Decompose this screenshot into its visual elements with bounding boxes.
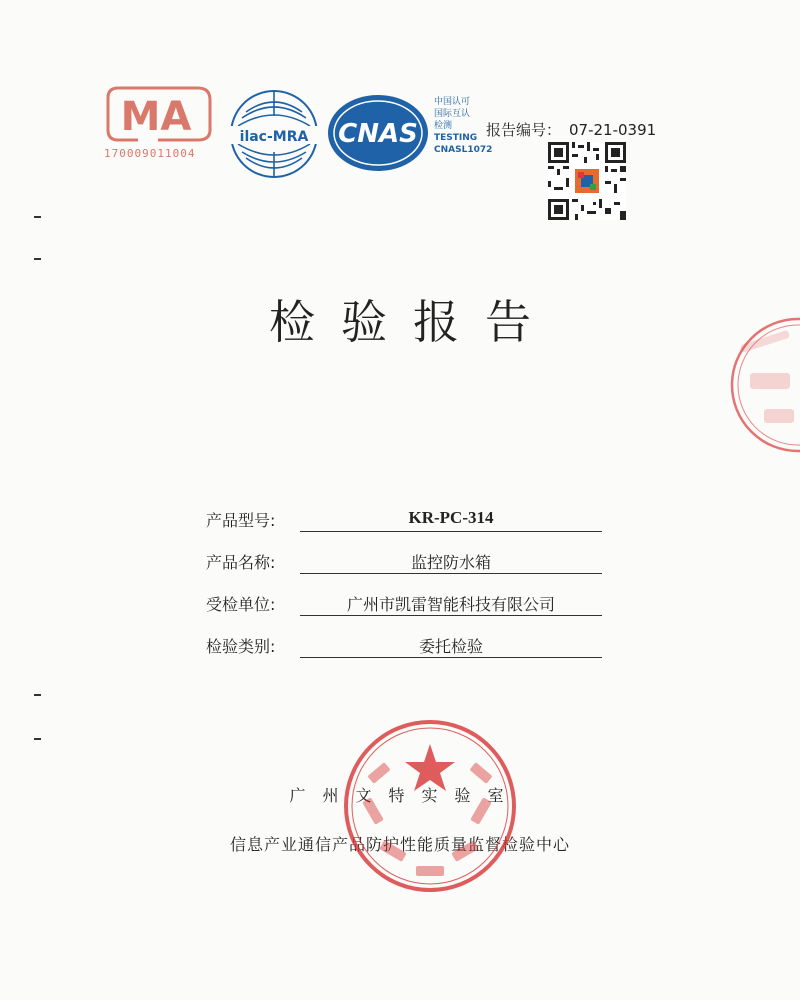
field-label: 检验类别:: [206, 637, 276, 656]
field-product-model: [206, 498, 606, 540]
field-product-name: [206, 540, 606, 582]
edge-seal-stamp: [706, 315, 800, 455]
margin-mark: [34, 738, 41, 740]
field-label: 受检单位:: [206, 595, 276, 614]
ilac-mra-logo: [228, 88, 320, 180]
margin-mark: [34, 216, 41, 218]
report-fields: [206, 498, 606, 666]
ilac-logo-text: ilac-MRA: [239, 129, 309, 145]
page-title: 检验报告: [269, 295, 557, 349]
cnas-side-cn-2: 国际互认: [434, 109, 471, 119]
field-inspection-type: [206, 624, 606, 666]
report-number-value: 07-21-0391: [569, 121, 657, 139]
issuer-center: 信息产业通信产品防护性能质量监督检验中心: [229, 835, 570, 854]
cnas-logo-text: CNAS: [338, 119, 418, 149]
field-label: 产品名称:: [206, 553, 276, 572]
cma-number: 170009011004: [104, 147, 196, 160]
field-underline: [300, 615, 602, 616]
field-underline: [300, 657, 602, 658]
cnas-side-cn-1: 中国认可: [434, 97, 471, 107]
field-underline: [300, 531, 602, 532]
field-label: 产品型号:: [206, 511, 276, 530]
field-value: 委托检验: [418, 637, 483, 656]
official-seal-stamp: [340, 716, 520, 896]
cma-logo-text: MA: [120, 94, 192, 140]
qr-code[interactable]: [548, 142, 626, 220]
field-inspected-unit: [206, 582, 606, 624]
field-value: 广州市凯雷智能科技有限公司: [346, 595, 555, 614]
field-value: 监控防水箱: [410, 553, 491, 572]
report-number-label: 报告编号：: [486, 121, 562, 139]
cnas-side-en-2: CNASL1072: [434, 145, 493, 155]
cnas-side-text: [434, 96, 492, 156]
field-underline: [300, 573, 602, 574]
cnas-side-en-1: TESTING: [434, 133, 478, 143]
field-value: KR-PC-314: [408, 508, 494, 527]
cnas-side-cn-3: 检测: [434, 121, 453, 131]
cnas-logo: [326, 92, 430, 174]
report-number: [486, 119, 656, 140]
issuer-lab: 广州文特实验室: [289, 786, 521, 805]
margin-mark: [34, 694, 41, 696]
margin-mark: [34, 258, 41, 260]
